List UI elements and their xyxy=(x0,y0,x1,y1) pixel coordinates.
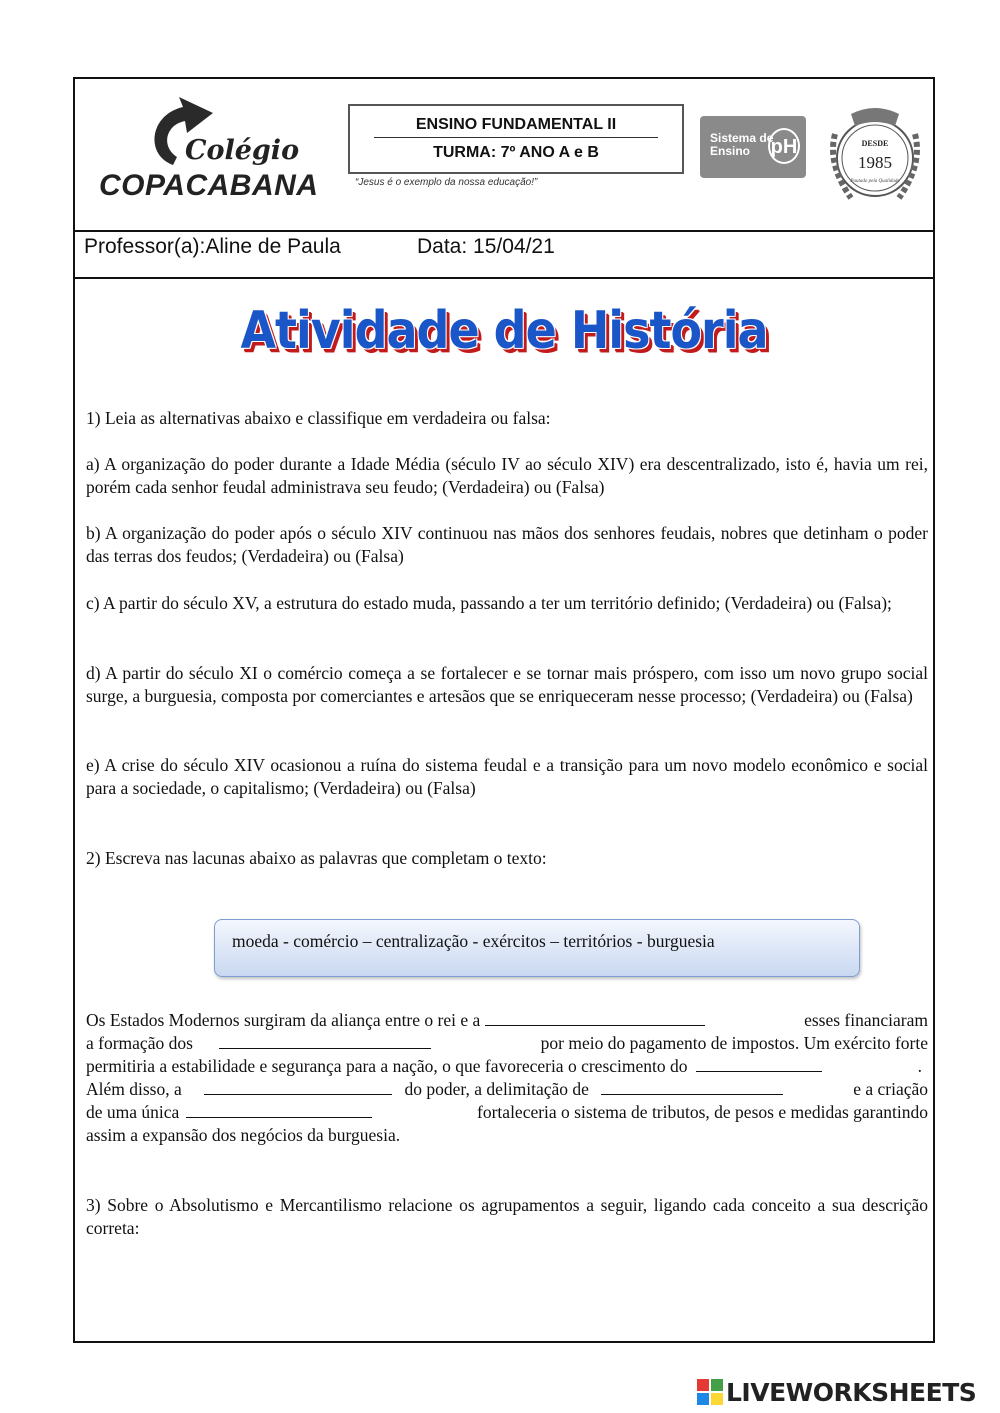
footer-brand[interactable] xyxy=(697,1378,976,1407)
q1-item-c: c) A partir do século XV, a estrutura do estado muda, passando a ter um território definido; (Verdadeira) ou (Falsa); xyxy=(86,593,892,613)
fill-line-1 xyxy=(86,1009,928,1032)
fill-text: de uma única xyxy=(86,1102,180,1122)
word-bank xyxy=(214,919,860,977)
q3-prompt: 3) Sobre o Absolutismo e Mercantilismo relacione os agrupamentos a seguir, ligando cada conceito a sua descrição correta: xyxy=(86,1195,928,1238)
fill-line-2 xyxy=(86,1032,928,1055)
q1-item-b: b) A organização do poder após o século XIV continuou nas mãos dos senhores feudais, nobres que detinham o poder das terras dos feudos; (Verdadeira) ou (Falsa) xyxy=(86,523,928,566)
fill-line-6: assim a expansão dos negócios da burguesia. xyxy=(86,1125,401,1145)
q1-prompt: 1) Leia as alternativas abaixo e classifique em verdadeira ou falsa: xyxy=(86,408,551,428)
class-label: TURMA: 7º ANO A e B xyxy=(433,144,599,161)
date-label: Data: 15/04/21 xyxy=(417,235,555,258)
fill-text: permitiria a estabilidade e segurança para a nação, o que favoreceria o crescimento do xyxy=(86,1056,688,1076)
q1-item-d: d) A partir do século XI o comércio começa a se fortalecer e se tornar mais próspero, com isso um novo grupo social surge, a burguesia, composta por comerciantes e artesãos que se enriqueceram nesse processo; (Verdadeira) ou (Falsa) xyxy=(86,663,928,706)
fill-line-3 xyxy=(86,1055,928,1078)
blank-exercitos[interactable] xyxy=(219,1034,431,1049)
worksheet-frame xyxy=(73,77,935,1343)
motto: “Jesus é o exemplo da nossa educação!” xyxy=(355,177,538,188)
system-logo xyxy=(700,116,806,178)
fill-text: Os Estados Modernos surgiram da aliança entre o rei e a xyxy=(86,1010,481,1030)
class-box xyxy=(348,104,684,174)
teacher-label: Professor(a):Aline de Paula xyxy=(84,235,341,258)
q1-item-a: a) A organização do poder durante a Idade Média (século IV ao século XIV) era descentralizado, isto é, havia um rei, porém cada senhor feudal administrava seu feudo; (Verdadeira) ou (Falsa) xyxy=(86,454,928,497)
blank-moeda[interactable] xyxy=(186,1103,372,1118)
fill-text: a formação dos xyxy=(86,1033,193,1053)
info-row xyxy=(75,230,933,279)
system-mark: pH xyxy=(768,128,800,164)
fill-text: Além disso, a xyxy=(86,1079,182,1099)
fill-line-4 xyxy=(86,1078,928,1101)
system-label: Sistema de Ensino xyxy=(710,131,774,158)
blank-burguesia[interactable] xyxy=(485,1011,705,1026)
q2-prompt: 2) Escreva nas lacunas abaixo as palavras que completam o texto: xyxy=(86,848,547,868)
fill-text: fortaleceria o sistema de tributos, de pesos e medidas garantindo xyxy=(477,1102,928,1122)
level-label: ENSINO FUNDAMENTAL II xyxy=(374,116,658,138)
seal-icon xyxy=(821,104,929,210)
blank-comercio[interactable] xyxy=(696,1057,822,1072)
blank-territorios[interactable] xyxy=(601,1080,783,1095)
logo-script: Colégio xyxy=(185,135,300,166)
q1-item-e: e) A crise do século XIV ocasionou a ruína do sistema feudal e a transição para um novo modelo econômico e social para a sociedade, o capitalismo; (Verdadeira) ou (Falsa) xyxy=(86,755,928,798)
fill-text: por meio do pagamento de impostos. Um exército forte xyxy=(540,1033,928,1053)
fill-text: do poder, a delimitação de xyxy=(404,1079,589,1099)
fill-text: . xyxy=(917,1056,922,1076)
seal-year: 1985 xyxy=(858,153,892,172)
footer-brand-text: LIVEWORKSHEETS xyxy=(726,1378,977,1407)
school-logo xyxy=(93,95,323,205)
fill-line-5 xyxy=(86,1101,928,1124)
fill-text: esses financiaram xyxy=(804,1010,928,1030)
liveworksheets-logo-icon xyxy=(697,1379,723,1405)
blank-centralizacao[interactable] xyxy=(204,1080,392,1095)
word-bank-text: moeda - comércio – centralização - exércitos – territórios - burguesia xyxy=(232,931,715,951)
seal-bottom: Pautado pela Qualidade xyxy=(850,179,900,184)
logo-name: COPACABANA xyxy=(99,169,319,202)
page-title: Atividade de História xyxy=(240,299,768,361)
seal-top: DESDE xyxy=(861,139,889,148)
header xyxy=(75,79,933,232)
fill-text: e a criação xyxy=(853,1079,928,1099)
